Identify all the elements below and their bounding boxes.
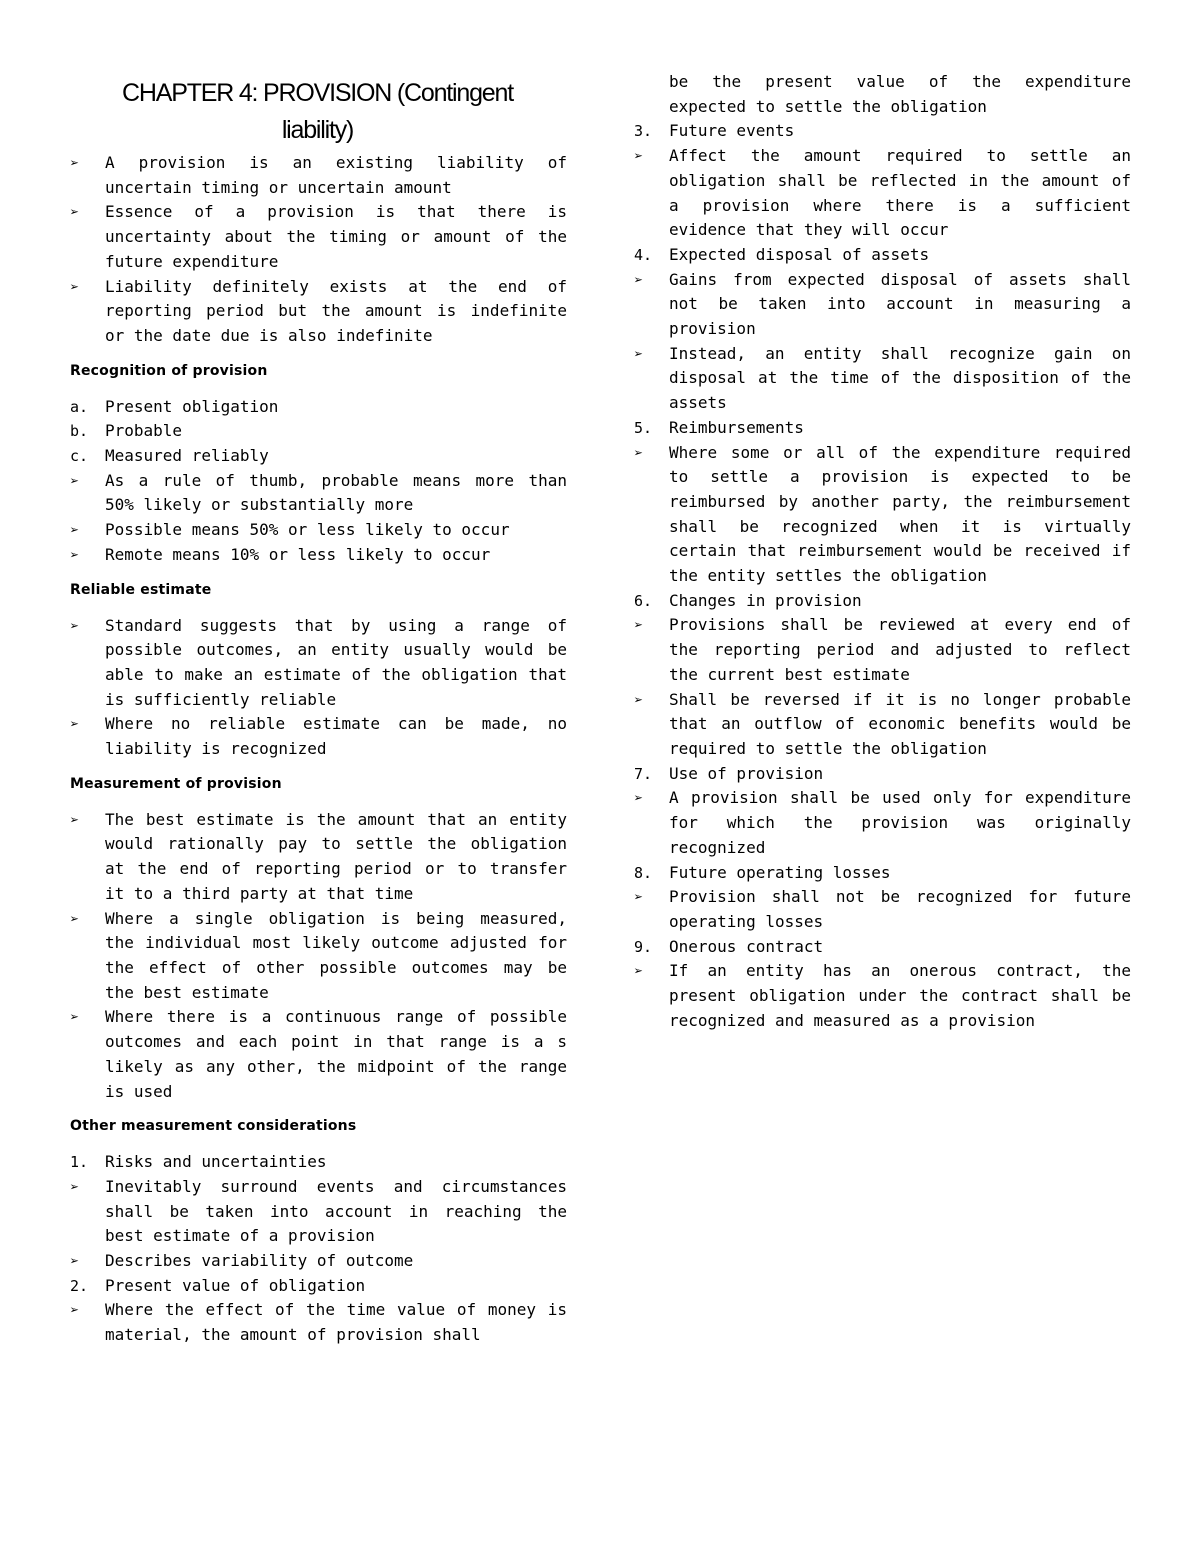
numbered-item bbox=[634, 119, 1131, 144]
bullet-arrow-icon: ➢ bbox=[70, 810, 80, 829]
bullet-text: Gains from expected disposal of assets shall not be taken into account in measuring a provision bbox=[669, 269, 1131, 339]
numbered-item bbox=[634, 935, 1131, 960]
list-marker: 9. bbox=[634, 937, 653, 956]
numbered-item bbox=[634, 416, 1131, 441]
bullet-text: Essence of a provision is that there is uncertainty about the timing or amount of the future expenditure bbox=[105, 202, 567, 271]
bullet-arrow-icon: ➢ bbox=[634, 962, 644, 981]
bullet-item bbox=[634, 688, 1131, 762]
bullet-arrow-icon: ➢ bbox=[70, 715, 80, 734]
bullet-arrow-icon: ➢ bbox=[634, 270, 644, 289]
bullet-text: Where there is a continuous range of possible outcomes and each point in that range is a s likely as any other, the midpoint of the range is used bbox=[105, 1007, 567, 1101]
other-considerations-list-part-1 bbox=[70, 1150, 567, 1348]
bullet-item bbox=[70, 1005, 567, 1104]
numbered-item-title: Onerous contract bbox=[669, 936, 824, 956]
bullet-text: Describes variability of outcome bbox=[105, 1251, 414, 1271]
list-marker: 4. bbox=[634, 245, 653, 264]
criteria-item bbox=[70, 395, 567, 420]
bullet-text: Affect the amount required to settle an obligation shall be reflected in the amount of a provision where there is a sufficient evidence that they will occur bbox=[669, 146, 1131, 240]
bullet-item bbox=[70, 469, 567, 518]
bullet-text: The best estimate is the amount that an entity would rationally pay to settle the obligation at the end of reporting period or to transfer it to a third party at that time bbox=[105, 809, 567, 903]
bullet-arrow-icon: ➢ bbox=[70, 1301, 80, 1320]
bullet-item bbox=[634, 959, 1131, 1033]
numbered-item bbox=[70, 1150, 567, 1175]
bullet-text: Provision shall not be recognized for future operating losses bbox=[669, 887, 1131, 931]
criteria-item bbox=[70, 444, 567, 469]
bullet-text: Standard suggests that by using a range of possible outcomes, an entity usually would be able to make an estimate of the obligation that is sufficiently reliable bbox=[105, 615, 567, 709]
bullet-text: Liability definitely exists at the end of reporting period but the amount is indefinite or the date due is also indefinite bbox=[105, 276, 567, 345]
bullet-arrow-icon: ➢ bbox=[634, 888, 644, 907]
bullet-text: Remote means 10% or less likely to occur bbox=[105, 544, 491, 564]
bullet-text: Inevitably surround events and circumstances shall be taken into account in reaching the best estimate of a provision bbox=[105, 1176, 567, 1246]
bullet-item bbox=[70, 808, 567, 907]
chapter-title bbox=[70, 75, 567, 149]
list-marker: 5. bbox=[634, 418, 653, 437]
bullet-arrow-icon: ➢ bbox=[70, 1252, 80, 1271]
criteria-text: Present obligation bbox=[105, 396, 279, 416]
bullet-arrow-icon: ➢ bbox=[70, 545, 80, 564]
bullet-arrow-icon: ➢ bbox=[634, 344, 644, 363]
criteria-text: Probable bbox=[105, 421, 183, 441]
bullet-text: Provisions shall be reviewed at every end of the reporting period and adjusted to reflect the current best estimate bbox=[669, 615, 1131, 684]
list-marker: 2. bbox=[70, 1276, 89, 1295]
bullet-text: Where a single obligation is being measured, the individual most likely outcome adjusted for the effect of other possible outcomes may be the best estimate bbox=[105, 908, 567, 1002]
bullet-item bbox=[70, 1249, 567, 1274]
bullet-arrow-icon: ➢ bbox=[70, 277, 80, 296]
bullet-text: A provision shall be used only for expenditure for which the provision was originally recognized bbox=[669, 788, 1131, 857]
numbered-item-title: Expected disposal of assets bbox=[669, 244, 930, 264]
list-marker: 6. bbox=[634, 591, 653, 610]
section-heading-measurement: Measurement of provision bbox=[70, 775, 282, 792]
list-marker: 7. bbox=[634, 764, 653, 783]
criteria-item bbox=[70, 419, 567, 444]
numbered-item-title: Future operating losses bbox=[669, 862, 891, 882]
list-marker: 8. bbox=[634, 863, 653, 882]
bullet-arrow-icon: ➢ bbox=[70, 203, 80, 222]
bullet-text: A provision is an existing liability of uncertain timing or uncertain amount bbox=[105, 153, 567, 197]
section-heading-other-considerations: Other measurement considerations bbox=[70, 1118, 357, 1135]
criteria-text: Measured reliably bbox=[105, 446, 269, 466]
bullet-item bbox=[70, 907, 567, 1006]
bullet-text: Where no reliable estimate can be made, no liability is recognized bbox=[105, 714, 567, 759]
chapter-title-line-1: CHAPTER 4: PROVISION (Contingent bbox=[122, 79, 513, 107]
numbered-item bbox=[634, 589, 1131, 614]
intro-bullet-list bbox=[70, 151, 567, 349]
measurement-list bbox=[70, 808, 567, 1104]
bullet-arrow-icon: ➢ bbox=[70, 616, 80, 635]
bullet-arrow-icon: ➢ bbox=[70, 1008, 80, 1027]
bullet-item bbox=[70, 275, 567, 349]
bullet-text: be the present value of the expenditure expected to settle the obligation bbox=[669, 72, 1131, 116]
recognition-list bbox=[70, 395, 567, 568]
left-column bbox=[70, 0, 567, 1348]
numbered-item-title: Reimbursements bbox=[669, 417, 804, 437]
bullet-item bbox=[634, 144, 1131, 243]
numbered-item bbox=[634, 861, 1131, 886]
bullet-text: If an entity has an onerous contract, the present obligation under the contract shall be recognized and measured as a provision bbox=[669, 961, 1131, 1030]
right-column bbox=[634, 70, 1131, 1033]
bullet-item bbox=[634, 613, 1131, 687]
bullet-item bbox=[70, 151, 567, 200]
reliable-estimate-list bbox=[70, 614, 567, 762]
bullet-arrow-icon: ➢ bbox=[70, 154, 80, 172]
bullet-item bbox=[70, 614, 567, 713]
bullet-text: As a rule of thumb, probable means more than 50% likely or substantially more bbox=[105, 470, 567, 515]
bullet-text: Where the effect of the time value of money is material, the amount of provision shall bbox=[105, 1300, 567, 1345]
bullet-arrow-icon: ➢ bbox=[70, 471, 80, 490]
bullet-arrow-icon: ➢ bbox=[634, 789, 644, 808]
bullet-item bbox=[634, 441, 1131, 589]
bullet-arrow-icon: ➢ bbox=[70, 1177, 80, 1196]
numbered-item bbox=[70, 1274, 567, 1299]
bullet-arrow-icon: ➢ bbox=[634, 690, 644, 709]
bullet-text: Possible means 50% or less likely to occur bbox=[105, 520, 510, 540]
bullet-continuation bbox=[634, 70, 1131, 119]
bullet-text: Where some or all of the expenditure required to settle a provision is expected to be reimbursed by another party, the reimbursement shall be recognized when it is virtually certain that reimbursement would be received if the entity settles the obligation bbox=[669, 442, 1131, 586]
bullet-item bbox=[70, 1298, 567, 1347]
bullet-arrow-icon: ➢ bbox=[70, 521, 80, 540]
list-marker: 1. bbox=[70, 1153, 89, 1172]
numbered-item-title: Risks and uncertainties bbox=[105, 1152, 327, 1172]
bullet-item bbox=[634, 885, 1131, 934]
bullet-text: Instead, an entity shall recognize gain on disposal at the time of the disposition of the assets bbox=[669, 343, 1131, 413]
numbered-item-title: Present value of obligation bbox=[105, 1275, 366, 1295]
section-heading-reliable-estimate: Reliable estimate bbox=[70, 581, 212, 598]
bullet-text: Shall be reversed if it is no longer probable that an outflow of economic benefits would be required to settle the obligation bbox=[669, 689, 1131, 758]
numbered-item bbox=[634, 243, 1131, 268]
bullet-arrow-icon: ➢ bbox=[70, 909, 80, 928]
bullet-arrow-icon: ➢ bbox=[634, 616, 644, 635]
bullet-item bbox=[70, 543, 567, 568]
numbered-item-title: Use of provision bbox=[669, 763, 824, 783]
list-marker: c. bbox=[70, 447, 89, 466]
bullet-item bbox=[634, 786, 1131, 860]
bullet-item bbox=[70, 712, 567, 761]
numbered-item bbox=[634, 762, 1131, 787]
numbered-item-title: Future events bbox=[669, 121, 795, 141]
bullet-item bbox=[634, 342, 1131, 416]
bullet-item bbox=[70, 200, 567, 274]
bullet-item bbox=[70, 518, 567, 543]
list-marker: 3. bbox=[634, 122, 653, 141]
bullet-item bbox=[70, 1175, 567, 1249]
section-heading-recognition: Recognition of provision bbox=[70, 362, 268, 379]
bullet-item bbox=[634, 268, 1131, 342]
bullet-arrow-icon: ➢ bbox=[634, 443, 644, 462]
numbered-item-title: Changes in provision bbox=[669, 590, 862, 610]
list-marker: b. bbox=[70, 422, 89, 441]
chapter-title-line-2: liability) bbox=[281, 116, 354, 144]
bullet-arrow-icon: ➢ bbox=[634, 147, 644, 166]
list-marker: a. bbox=[70, 397, 89, 416]
